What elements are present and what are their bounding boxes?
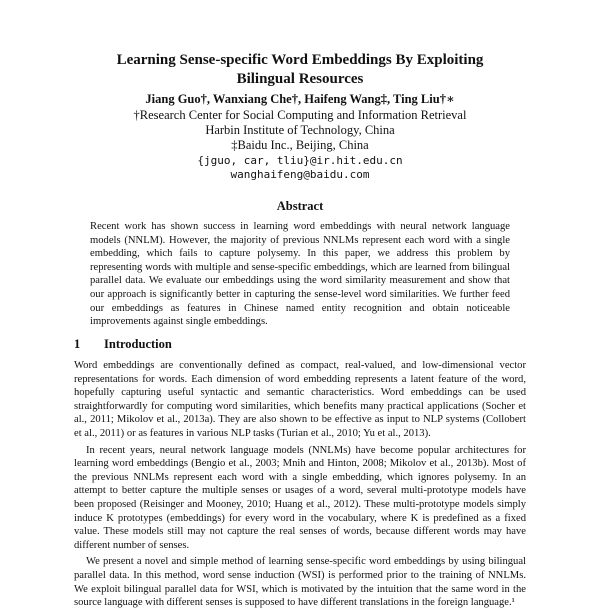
section-number: 1 [74, 337, 81, 351]
title-line-1: Learning Sense-specific Word Embeddings By Exploiting [116, 52, 484, 68]
paragraph: Word embeddings are conventionally defined as compact, real-valued, and low-dimensional vector representations for words. Each dimension of word embedding represents a latent feature of the word, hopefully capturing useful syntactic and semantic characteristics. Word embeddings can be used straightforwardly for computing word similarities, which benefits many practical applications (Socher et al., 2011; Mikolov et al., 2013a). They are also shown to be effective as input to NLP systems (Collobert et al., 2011) or as features in various NLP tasks (Turian et al., 2010; Yu et al., 2013). [74, 360, 526, 439]
section-heading [74, 337, 172, 352]
section-title: Introduction [104, 337, 172, 351]
affiliation-2: Harbin Institute of Technology, China [205, 123, 395, 137]
paragraph: In recent years, neural network language models (NNLMs) have become popular architectures for learning word embeddings (Bengio et al., 2003; Mnih and Hinton, 2008; Mikolov et al., 2013b). Most of the previous NNLMs represent each word with a single embedding, which ignores polysemy. In an attempt to better capture the multiple senses or usages of a word, several multi-prototype models have been proposed (Reisinger and Mooney, 2010; Huang et al., 2012). These multi-prototype models simply induce K prototypes (embeddings) for every word in the vocabulary, where K is predefined as a fixed value. These models still may not capture the real senses of words, because different words may have different number of senses. [74, 444, 526, 551]
affiliation-3: ‡Baidu Inc., Beijing, China [231, 138, 369, 152]
paper-title [0, 51, 600, 89]
affiliation-1: †Research Center for Social Computing and Information Retrieval [133, 108, 467, 122]
abstract-text: Recent work has shown success in learning word embeddings with neural network language models (NNLM). However, the majority of previous NNLMs represent each word with a single embedding, which fails to capture polysemy. In this paper, we address this problem by representing words with multiple and sense-specific embeddings, which are learned from bilingual parallel data. We evaluate our embeddings using the word similarity measurement and show that our approach is significantly better in capturing the sense-level word similarities. We further feed our embeddings as features in Chinese named entity recognition and obtain noticeable improvements against single embeddings. [90, 221, 510, 328]
email-line-2: wanghaifeng@baidu.com [230, 168, 370, 181]
title-line-2: Bilingual Resources [236, 71, 364, 87]
introduction-body [74, 359, 526, 613]
email-line-1: {jguo, car, tliu}@ir.hit.edu.cn [197, 154, 403, 167]
abstract-heading: Abstract [276, 199, 324, 213]
author-list: Jiang Guo†, Wanxiang Che†, Haifeng Wang‡, Ting Liu†∗ [145, 92, 455, 106]
paragraph: We present a novel and simple method of learning sense-specific word embeddings by using bilingual parallel data. In this method, word sense induction (WSI) is performed prior to the training of NNLMs. We exploit bilingual parallel data for WSI, which is motivated by the intuition that the same word in the source language with different senses is supposed to have different translations in the foreign language.¹ [74, 556, 526, 609]
